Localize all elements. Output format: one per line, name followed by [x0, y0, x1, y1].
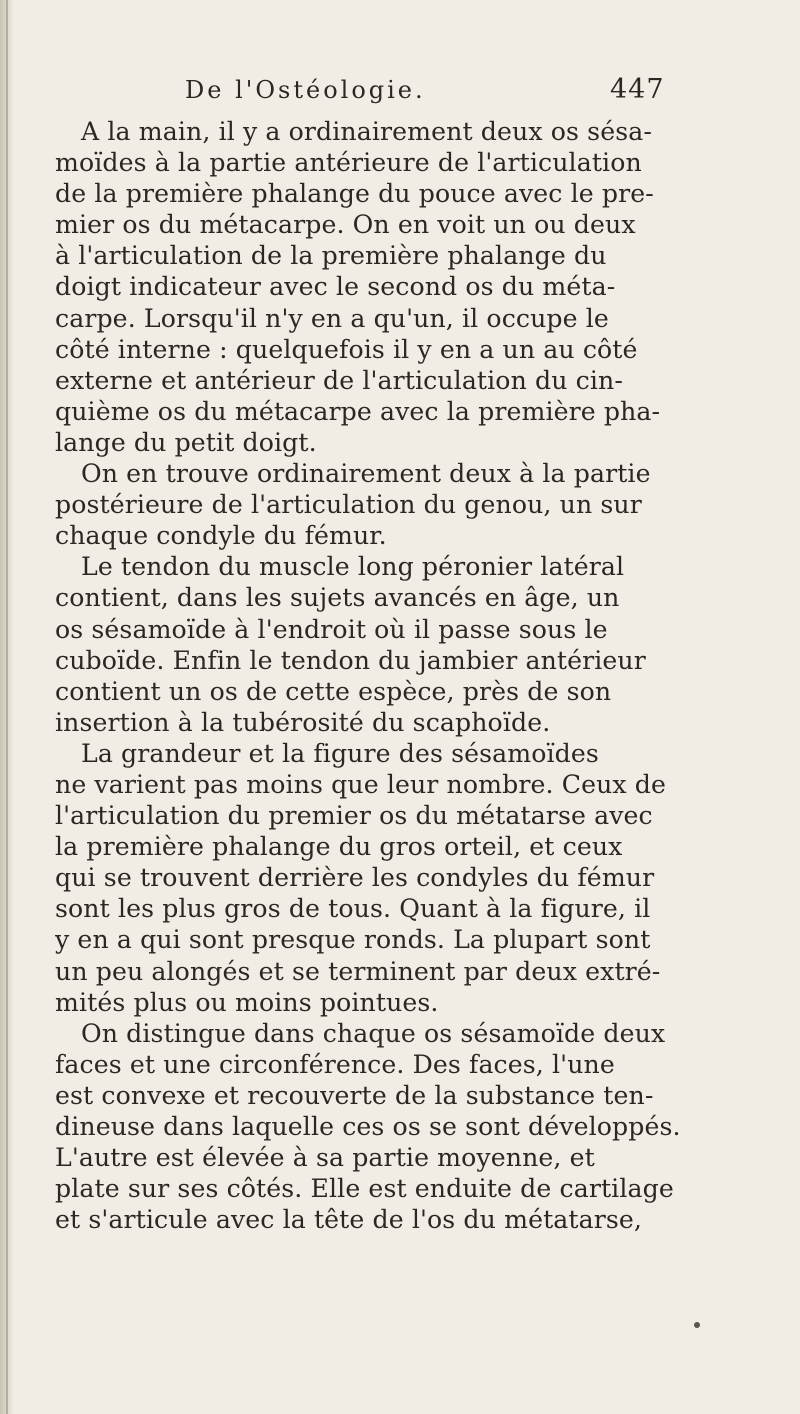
text-line: insertion à la tubérosité du scaphoïde. [55, 707, 551, 737]
text-line: On en trouve ordinairement deux à la partie [81, 459, 651, 489]
text-line: est convexe et recouverte de la substance ten- [55, 1080, 654, 1110]
text-line: mités plus ou moins pointues. [55, 987, 439, 1017]
text-line: carpe. Lorsqu'il n'y en a qu'un, il occupe le [55, 303, 609, 333]
text-line: côté interne : quelquefois il y en a un au côté [55, 334, 638, 364]
page-header [55, 76, 760, 116]
text-line: à l'articulation de la première phalange du [55, 241, 607, 271]
text-line: A la main, il y a ordinairement deux os sésa- [81, 117, 652, 146]
text-line: ne varient pas moins que leur nombre. Ceux de [55, 769, 667, 799]
text-line: lange du petit doigt. [55, 427, 317, 457]
text-line: dineuse dans laquelle ces os se sont développés. [55, 1112, 681, 1141]
text-line: contient, dans les sujets avancés en âge, un [55, 583, 620, 613]
page-number: 447 [610, 74, 665, 105]
text-line: de la première phalange du pouce avec le pre- [55, 179, 654, 209]
text-line: doigt indicateur avec le second os du méta- [55, 272, 616, 302]
text-line: qui se trouvent derrière les condyles du fémur [55, 863, 655, 893]
binding-edge [6, 0, 8, 1414]
text-line: y en a qui sont presque ronds. La plupart sont [55, 925, 651, 955]
text-line: Le tendon du muscle long péronier latéral [81, 552, 625, 582]
running-title: De l'Ostéologie. [185, 76, 426, 104]
ink-dot [694, 1322, 700, 1328]
text-block [55, 76, 760, 1235]
text-line: La grandeur et la figure des sésamoïdes [81, 738, 599, 768]
text-line: contient un os de cette espèce, près de son [55, 676, 612, 706]
text-line: chaque condyle du fémur. [55, 521, 387, 551]
text-line: mier os du métacarpe. On en voit un ou deux [55, 210, 636, 240]
text-line: l'articulation du premier os du métatarse avec [55, 801, 653, 831]
text-line: L'autre est élevée à sa partie moyenne, et [55, 1143, 595, 1173]
text-line: cuboïde. Enfin le tendon du jambier antérieur [55, 645, 646, 675]
text-line: os sésamoïde à l'endroit où il passe sous le [55, 614, 608, 644]
text-line: postérieure de l'articulation du genou, un sur [55, 490, 642, 520]
text-line: la première phalange du gros orteil, et ceux [55, 832, 623, 862]
text-line: moïdes à la partie antérieure de l'articulation [55, 148, 642, 178]
text-line: et s'articule avec la tête de l'os du métatarse, [55, 1205, 643, 1235]
text-line: sont les plus gros de tous. Quant à la figure, il [55, 894, 651, 924]
text-line: plate sur ses côtés. Elle est enduite de cartilage [55, 1174, 674, 1204]
text-line: un peu alongés et se terminent par deux extré- [55, 956, 661, 986]
text-line: faces et une circonférence. Des faces, l'une [55, 1049, 615, 1079]
text-line: On distingue dans chaque os sésamoïde deux [81, 1018, 666, 1048]
text-line: quième os du métacarpe avec la première pha- [55, 396, 661, 426]
text-line: externe et antérieur de l'articulation du cin- [55, 365, 623, 395]
